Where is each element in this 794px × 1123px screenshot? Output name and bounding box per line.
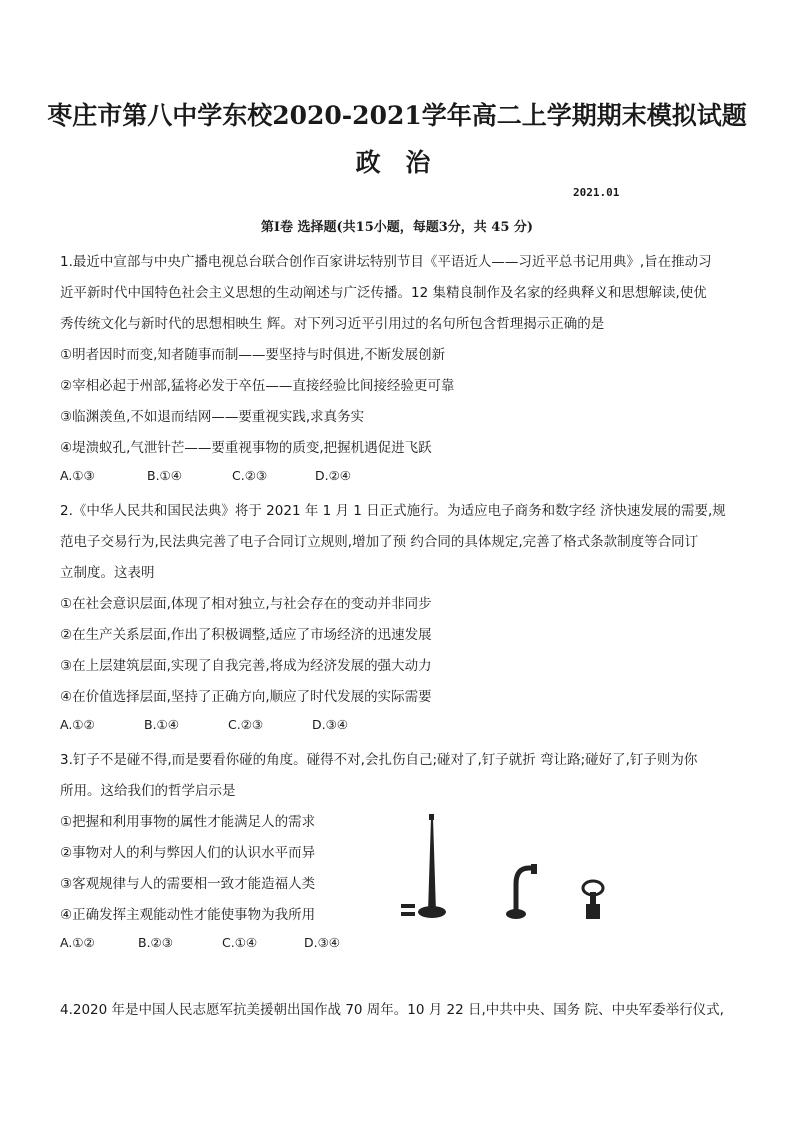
bent-nail-icon xyxy=(506,864,537,919)
q4-stem-line: 4.2020 年是中国人民志愿军抗美援朝出国作战 70 周年。10 月 22 日,中共中央、国务 院、中央军委举行仪式, xyxy=(60,1002,724,1018)
q2-stem-line: 立制度。这表明 xyxy=(60,565,155,581)
q1-choice-b: B.①④ xyxy=(147,468,182,483)
q1-stem-line: 1.最近中宣部与中央广播电视总台联合创作百家讲坛特别节目《平语近人——习近平总书记用典》,旨在推动习 xyxy=(60,254,712,270)
straight-nail-icon xyxy=(401,814,446,918)
q2-stem-line: 范电子交易行为,民法典完善了电子合同订立规则,增加了预 约合同的具体规定,完善了格式条款制度等合同订 xyxy=(60,534,699,550)
q3-option: ③客观规律与人的需要相一致才能造福人类 xyxy=(60,876,316,892)
q3-stem-line: 所用。这给我们的哲学启示是 xyxy=(60,783,236,799)
q3-choice-d: D.③④ xyxy=(304,935,341,950)
nail-illustration xyxy=(395,808,625,928)
q3-choice-c: C.①④ xyxy=(222,935,258,950)
q3-option: ①把握和利用事物的属性才能满足人的需求 xyxy=(60,814,316,830)
q3-option: ④正确发挥主观能动性才能使事物为我所用 xyxy=(60,907,316,923)
q1-option: ③临渊羡鱼,不如退而结网——要重视实践,求真务实 xyxy=(60,409,365,425)
q2-option: ①在社会意识层面,体现了相对独立,与社会存在的变动并非同步 xyxy=(60,596,432,612)
q3-option: ②事物对人的利与弊因人们的认识水平而异 xyxy=(60,845,316,861)
q2-choice-c: C.②③ xyxy=(228,717,264,732)
q3-answer-choices xyxy=(60,935,340,950)
section-title: 第Ⅰ卷 选择题(共15小题，每题3分，共 45 分) xyxy=(260,220,534,235)
q2-option: ③在上层建筑层面,实现了自我完善,将成为经济发展的强大动力 xyxy=(60,658,432,674)
q2-stem-line: 2.《中华人民共和国民法典》将于 2021 年 1 月 1 日正式施行。为适应电子商务和数字经 济快速发展的需要,规 xyxy=(60,503,726,519)
exam-title: 枣庄市第八中学东校2020-2021学年高二上学期期末模拟试题 xyxy=(47,101,747,130)
q2-choice-d: D.③④ xyxy=(312,717,349,732)
q1-choice-a: A.①③ xyxy=(60,468,95,483)
q1-option: ②宰相必起于州部,猛将必发于卒伍——直接经验比间接经验更可靠 xyxy=(60,378,455,394)
q2-option: ④在价值选择层面,坚持了正确方向,顺应了时代发展的实际需要 xyxy=(60,689,432,705)
subject-title: 政 治 xyxy=(355,148,439,177)
q3-stem-line: 3.钉子不是碰不得,而是要看你碰的角度。碰得不对,会扎伤自己;碰对了,钉子就折 弯让路;碰好了,钉子则为你 xyxy=(60,752,698,768)
q1-answer-choices xyxy=(60,468,351,483)
q3-choice-a: A.①② xyxy=(60,935,95,950)
q2-answer-choices xyxy=(60,717,348,732)
q2-option: ②在生产关系层面,作出了积极调整,适应了市场经济的迅速发展 xyxy=(60,627,432,643)
q2-choice-b: B.①④ xyxy=(144,717,179,732)
q1-option: ④堤溃蚁孔,气泄针芒——要重视事物的质变,把握机遇促进飞跃 xyxy=(60,440,432,456)
q3-choice-b: B.②③ xyxy=(138,935,173,950)
hammered-nail-icon xyxy=(583,881,603,919)
q2-choice-a: A.①② xyxy=(60,717,95,732)
q1-stem-line: 秀传统文化与新时代的思想相映生 辉。对下列习近平引用过的名句所包含哲理揭示正确的是 xyxy=(60,316,605,332)
q1-choice-c: C.②③ xyxy=(232,468,268,483)
exam-date: 2021.01 xyxy=(573,186,620,199)
q1-stem-line: 近平新时代中国特色社会主义思想的生动阐述与广泛传播。12 集精良制作及名家的经典释义和思想解读,使优 xyxy=(60,285,707,301)
q1-option: ①明者因时而变,知者随事而制——要坚持与时俱进,不断发展创新 xyxy=(60,347,446,363)
q1-choice-d: D.②④ xyxy=(315,468,352,483)
